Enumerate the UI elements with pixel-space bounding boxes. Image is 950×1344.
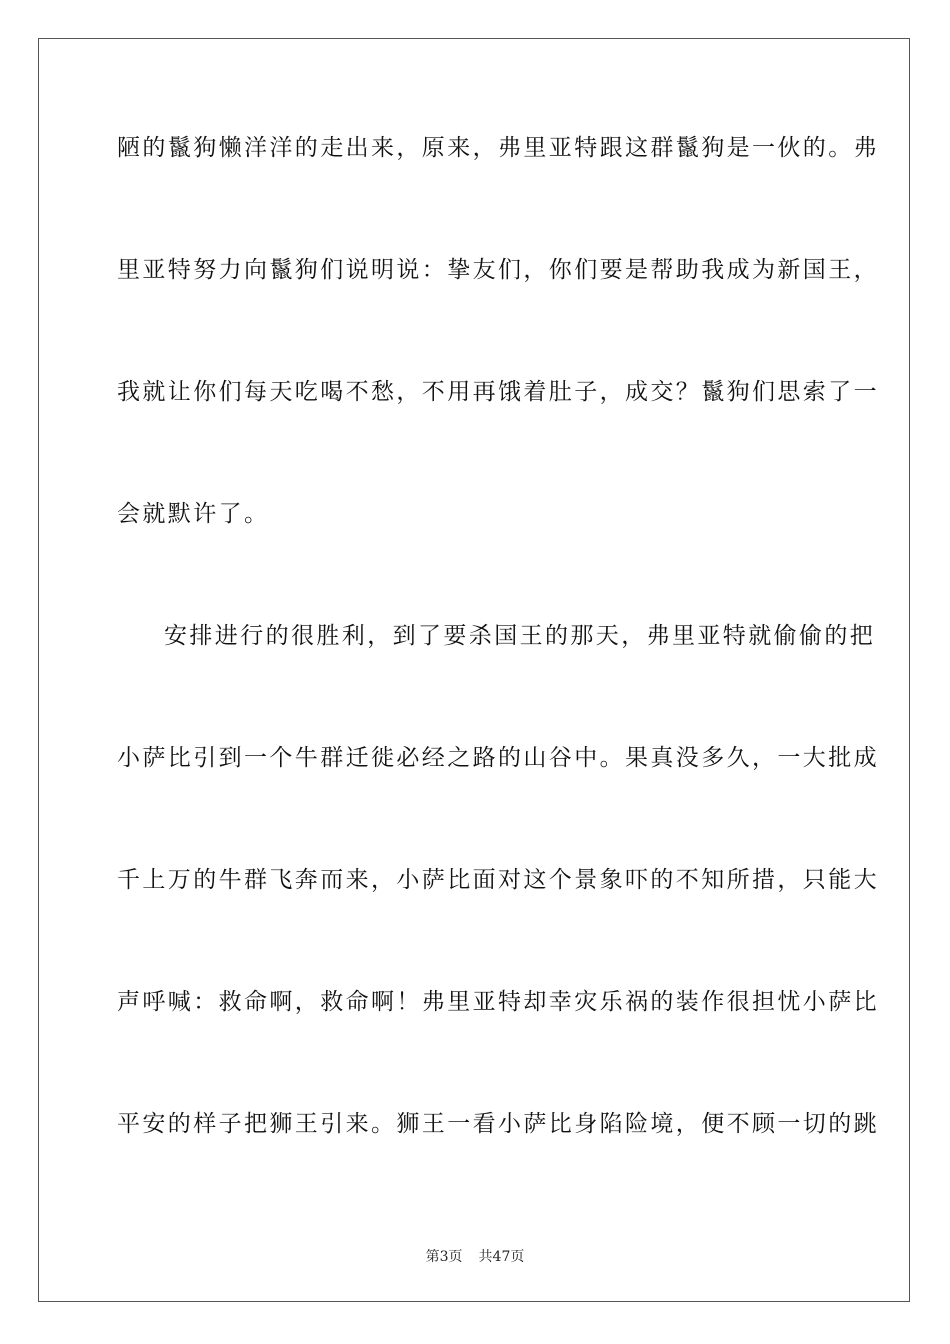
text-line-6: 小萨比引到一个牛群迁徙必经之路的山谷中。果真没多久，一大批成 bbox=[117, 745, 879, 771]
text-line-4: 会就默许了。 bbox=[117, 501, 270, 527]
page-total: 共47页 bbox=[478, 1249, 525, 1265]
text-line-3: 我就让你们每天吃喝不愁，不用再饿着肚子，成交？鬣狗们思索了一 bbox=[117, 379, 879, 405]
text-line-7: 千上万的牛群飞奔而来，小萨比面对这个景象吓的不知所措，只能大 bbox=[117, 867, 879, 893]
text-line-1: 陋的鬣狗懒洋洋的走出来，原来，弗里亚特跟这群鬣狗是一伙的。弗 bbox=[117, 135, 879, 161]
text-line-2: 里亚特努力向鬣狗们说明说：挚友们，你们要是帮助我成为新国王， bbox=[117, 257, 879, 283]
text-line-8: 声呼喊：救命啊，救命啊！弗里亚特却幸灾乐祸的装作很担忧小萨比 bbox=[117, 989, 879, 1015]
text-line-5: 安排进行的很胜利，到了要杀国王的那天，弗里亚特就偷偷的把 bbox=[164, 623, 876, 649]
page-footer bbox=[0, 1246, 950, 1266]
page-number: 第3页 bbox=[425, 1249, 463, 1265]
text-line-9: 平安的样子把狮王引来。狮王一看小萨比身陷险境，便不顾一切的跳 bbox=[117, 1111, 879, 1137]
